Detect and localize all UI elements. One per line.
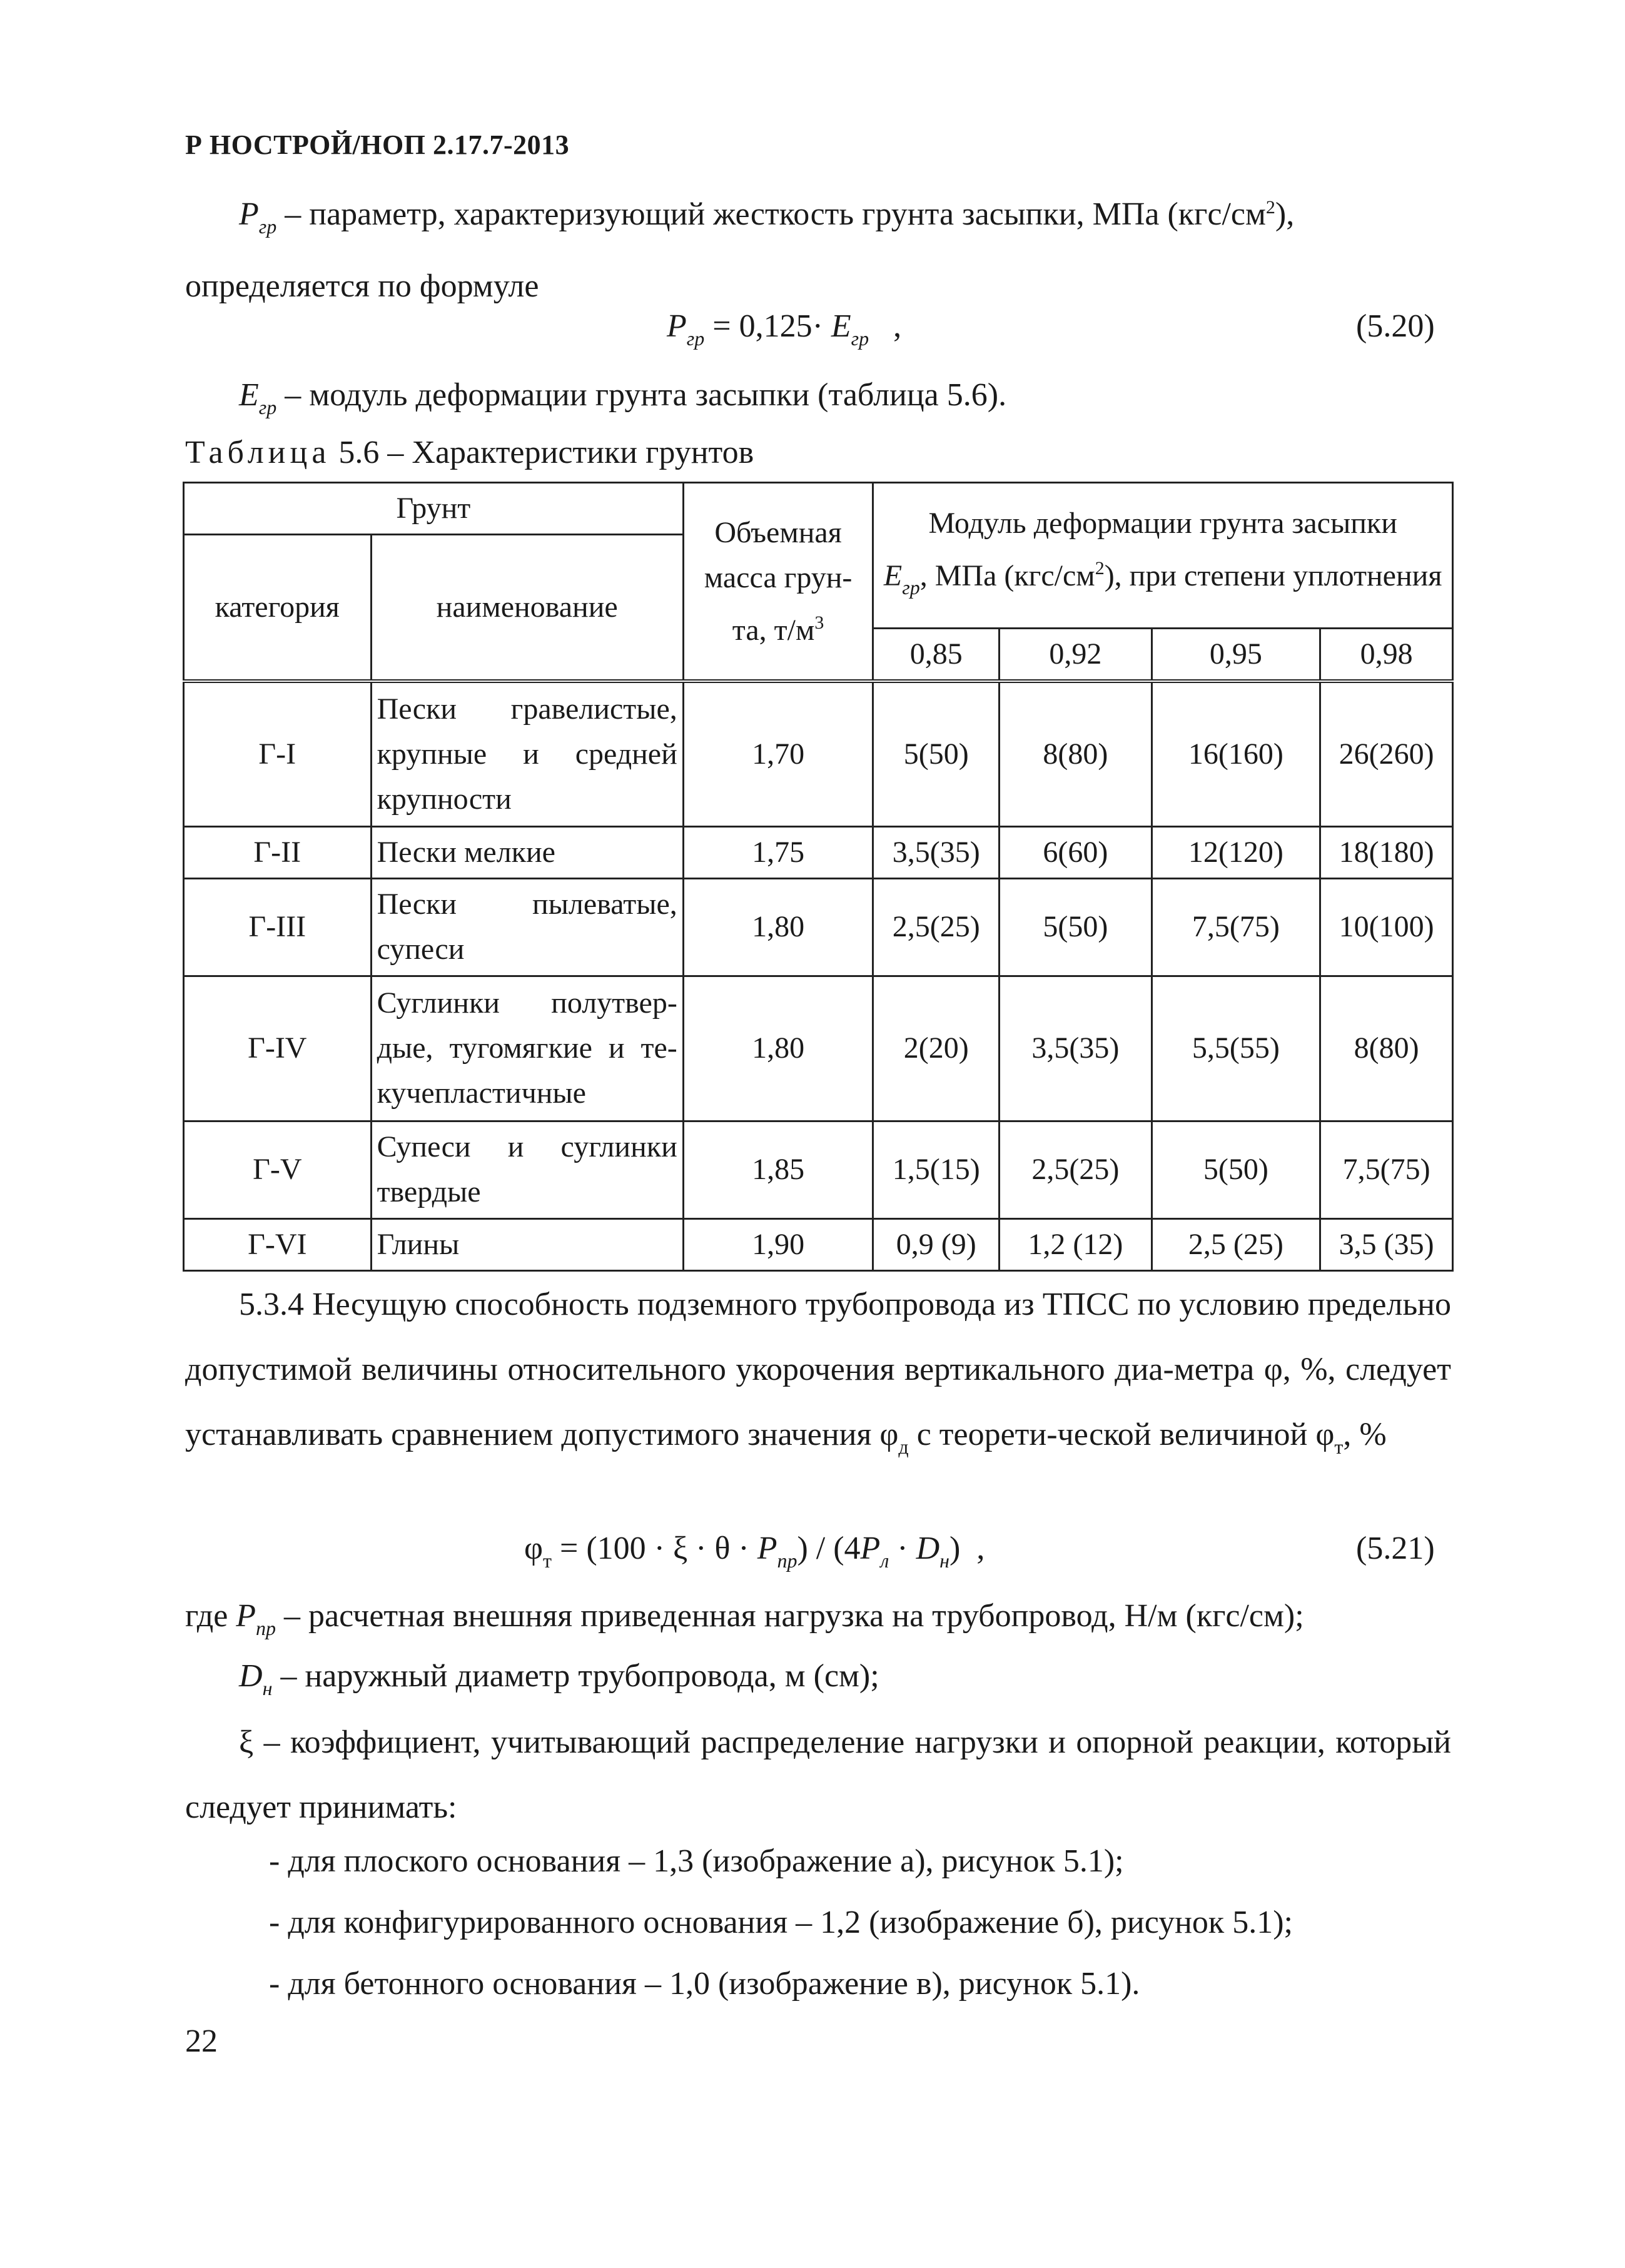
formula-text: ) , <box>949 1531 985 1566</box>
header-category: категория <box>184 535 372 682</box>
table-row <box>184 1121 1453 1218</box>
cell-modulus: 5(50) <box>873 681 1000 826</box>
header-degree: 0,95 <box>1152 629 1320 682</box>
header-soil: Грунт <box>184 483 684 535</box>
header-degree: 0,98 <box>1320 629 1453 682</box>
table-caption <box>185 434 754 471</box>
paragraph-xi: ξ – коэффициент, учитывающий распределение нагрузки и опорной реакции, который следует принимать: <box>185 1724 1451 1825</box>
cell-modulus: 3,5 (35) <box>1320 1218 1453 1270</box>
symbol-subscript: пр <box>256 1617 276 1639</box>
unit-superscript: 2 <box>1095 558 1105 579</box>
header-modulus-subscript: гр <box>902 576 920 599</box>
header-modulus-text: Модуль деформации грунта засыпки <box>928 507 1397 540</box>
cell-modulus: 26(260) <box>1320 681 1453 826</box>
header-modulus-symbol: E <box>883 559 903 592</box>
cell-modulus: 2,5 (25) <box>1152 1218 1320 1270</box>
cell-modulus: 0,9 (9) <box>873 1218 1000 1270</box>
cell-density: 1,85 <box>683 1121 873 1218</box>
cell-name: Пески мелкие <box>371 826 683 878</box>
paragraph-text: с теорети-ческой величиной φ <box>908 1417 1335 1452</box>
cell-density: 1,90 <box>683 1218 873 1270</box>
header-modulus <box>873 483 1453 629</box>
symbol-e: E <box>239 377 259 413</box>
table-row <box>184 878 1453 976</box>
subscript: т <box>1334 1435 1344 1458</box>
cell-modulus: 3,5(35) <box>873 826 1000 878</box>
cell-modulus: 6(60) <box>1000 826 1152 878</box>
cell-category: Г-IV <box>184 976 372 1121</box>
formula-text: , <box>869 308 902 344</box>
cell-modulus: 2(20) <box>873 976 1000 1121</box>
list-item: - для конфигурированного основания – 1,2 (изображение б), рисунок 5.1); <box>269 1905 1293 1940</box>
formula-symbol: P <box>667 308 687 344</box>
cell-modulus: 7,5(75) <box>1152 878 1320 976</box>
cell-density: 1,80 <box>683 976 873 1121</box>
paragraph-text: , % <box>1343 1417 1387 1452</box>
equation-number: (5.20) <box>1356 308 1435 344</box>
header-degree: 0,92 <box>1000 629 1152 682</box>
formula-5-21 <box>524 1530 985 1572</box>
cell-category: Г-II <box>184 826 372 878</box>
symbol-p: P <box>239 196 259 232</box>
document-header: Р НОСТРОЙ/НОП 2.17.7-2013 <box>185 129 570 160</box>
cell-category: Г-I <box>184 681 372 826</box>
paragraph-text: – параметр, характеризующий жесткость грунта засыпки, МПа (кгс/см <box>276 196 1266 232</box>
cell-name: Пески гравелистые, крупные и средней крупности <box>371 681 683 826</box>
cell-category: Г-III <box>184 878 372 976</box>
formula-symbol: φ <box>524 1531 544 1566</box>
formula-subscript: н <box>939 1549 950 1572</box>
cell-density: 1,70 <box>683 681 873 826</box>
table-caption-label: Таблица <box>185 435 331 470</box>
cell-modulus: 8(80) <box>1320 976 1453 1121</box>
formula-text: ) / (4 <box>797 1531 861 1566</box>
cell-modulus: 1,5(15) <box>873 1121 1000 1218</box>
paragraph-5-3-4 <box>185 1272 1451 1479</box>
header-density <box>683 483 873 682</box>
paragraph-e-gr <box>185 365 1451 437</box>
paragraph-text: ), <box>1275 196 1295 232</box>
cell-modulus: 18(180) <box>1320 826 1453 878</box>
symbol-d: D <box>239 1658 263 1694</box>
paragraph-text: – модуль деформации грунта засыпки (таблица 5.6). <box>276 377 1007 413</box>
equation-number: (5.21) <box>1356 1531 1435 1566</box>
formula-symbol: E <box>831 308 851 344</box>
cell-name: Глины <box>371 1218 683 1270</box>
cell-modulus: 16(160) <box>1152 681 1320 826</box>
table-caption-text: 5.6 – Характеристики грунтов <box>330 435 754 470</box>
formula-symbol: P <box>860 1531 881 1566</box>
cell-modulus: 10(100) <box>1320 878 1453 976</box>
table-row <box>184 826 1453 878</box>
cell-modulus: 1,2 (12) <box>1000 1218 1152 1270</box>
table-row <box>184 976 1453 1121</box>
where-d-n <box>185 1646 1451 1718</box>
symbol-p-subscript: гр <box>258 215 277 238</box>
cell-density: 1,75 <box>683 826 873 878</box>
formula-subscript: т <box>543 1549 552 1572</box>
unit-superscript: 2 <box>1265 197 1275 218</box>
cell-modulus: 5(50) <box>1000 878 1152 976</box>
paragraph-text: где <box>185 1598 236 1634</box>
formula-symbol: D <box>916 1531 940 1566</box>
unit-superscript: 3 <box>814 612 824 633</box>
cell-name: Пески пылеватые, супеси <box>371 878 683 976</box>
paragraph-p-gr <box>185 178 1451 316</box>
header-density-text: Объемная масса грун-та, т/м <box>704 515 853 647</box>
cell-modulus: 2,5(25) <box>1000 1121 1152 1218</box>
cell-modulus: 2,5(25) <box>873 878 1000 976</box>
formula-text: = 0,125· <box>704 308 831 344</box>
cell-category: Г-V <box>184 1121 372 1218</box>
cell-modulus: 3,5(35) <box>1000 976 1152 1121</box>
table-row <box>184 1218 1453 1270</box>
paragraph-text: 5.3.4 Несущую способность подземного трубопровода из ТПСС по условию предельно допустимой величины относительного укорочения вертикального диа-метра φ, %, следует устанавливать сравнением допустимого значения φ <box>185 1287 1451 1452</box>
soil-characteristics-table <box>183 482 1454 1272</box>
formula-5-20 <box>667 308 901 350</box>
cell-modulus: 5(50) <box>1152 1121 1320 1218</box>
subscript: д <box>898 1435 909 1458</box>
cell-density: 1,80 <box>683 878 873 976</box>
formula-subscript: пр <box>777 1549 797 1572</box>
formula-text: · <box>889 1531 916 1566</box>
header-degree: 0,85 <box>873 629 1000 682</box>
paragraph-text: – наружный диаметр трубопровода, м (см); <box>272 1658 879 1694</box>
cell-modulus: 7,5(75) <box>1320 1121 1453 1218</box>
paragraph-text: – расчетная внешняя приведенная нагрузка на трубопровод, Н/м (кгс/см); <box>276 1598 1304 1634</box>
table-row <box>184 681 1453 826</box>
formula-symbol: P <box>757 1531 777 1566</box>
list-item: - для бетонного основания – 1,0 (изображение в), рисунок 5.1). <box>269 1966 1140 2002</box>
header-modulus-text: , МПа (кгс/см <box>919 559 1095 592</box>
cell-modulus: 5,5(55) <box>1152 976 1320 1121</box>
symbol-p: P <box>236 1598 256 1634</box>
symbol-e-subscript: гр <box>258 396 277 418</box>
formula-text: = (100 · ξ · θ · <box>552 1531 757 1566</box>
paragraph-line: определяется по формуле <box>185 268 539 304</box>
list-item: - для плоского основания – 1,3 (изображение а), рисунок 5.1); <box>269 1843 1124 1879</box>
header-name: наименование <box>371 535 683 682</box>
symbol-subscript: н <box>262 1677 273 1699</box>
cell-modulus: 8(80) <box>1000 681 1152 826</box>
cell-modulus: 12(120) <box>1152 826 1320 878</box>
header-modulus-text: ), при степени уплотнения <box>1104 559 1442 592</box>
formula-subscript: л <box>880 1549 889 1572</box>
cell-name: Супеси и суглинки твердые <box>371 1121 683 1218</box>
cell-name: Суглинки полутвер-дые, тугомягкие и те-кучепластичные <box>371 976 683 1121</box>
formula-subscript: гр <box>851 327 869 350</box>
formula-subscript: гр <box>686 327 705 350</box>
page-number: 22 <box>185 2023 218 2059</box>
cell-category: Г-VI <box>184 1218 372 1270</box>
